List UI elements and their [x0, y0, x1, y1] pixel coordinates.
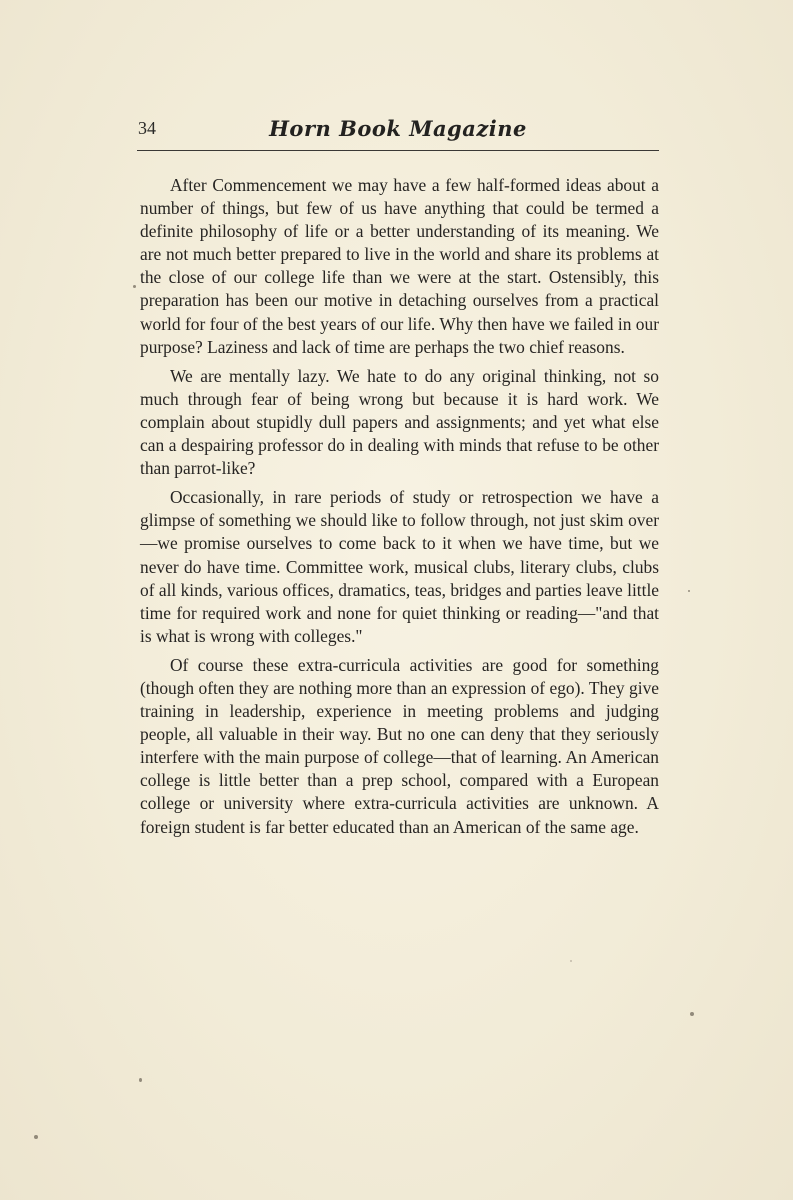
paper-speck — [688, 590, 690, 592]
page-number: 34 — [138, 118, 156, 138]
article-body — [140, 174, 659, 845]
paper-speck — [570, 960, 572, 962]
paragraph: Occasionally, in rare periods of study or retrospection we have a glimpse of something we should like to follow through, not just skim over—we promise ourselves to come back to it when we have time, but we never do have time. Committee work, musical clubs, literary clubs, clubs of all kinds, various offices, dramatics, teas, bridges and parties leave little time for required work and none for quiet thinking or reading—"and that is what is wrong with colleges." — [140, 487, 659, 646]
paper-speck — [139, 1078, 142, 1082]
header-rule — [137, 150, 659, 151]
running-head: Horn Book Magazine — [269, 116, 527, 141]
page-header — [137, 116, 659, 150]
paragraph: After Commencement we may have a few half-formed ideas about a number of things, but few of us have anything that could be termed a definite philosophy of life or a better understanding of its meaning. We are not much better prepared to live in the world and share its problems at the close of our college life than we were at the start. Ostensibly, this preparation has been our motive in detaching ourselves from a practical world for four of the best years of our life. Why then have we failed in our purpose? Laziness and lack of time are perhaps the two chief reasons. — [140, 175, 659, 357]
paragraph: Of course these extra-curricula activities are good for something (though often they are nothing more than an expression of ego). They give training in leadership, experience in meeting problems and judging people, all valuable in their way. But no one can deny that they seriously interfere with the main purpose of college—that of learning. An American college is little better than a prep school, compared with a European college or university where extra-curricula activities are unknown. A foreign student is far better educated than an American of the same age. — [140, 654, 659, 837]
paper-speck — [34, 1135, 38, 1139]
paper-speck — [690, 1012, 694, 1016]
paper-speck — [133, 285, 136, 288]
paragraph: We are mentally lazy. We hate to do any original thinking, not so much through fear of being wrong but because it is hard work. We complain about stupidly dull papers and assignments; and yet what else can a despairing professor do in dealing with minds that refuse to be other than parrot-like? — [140, 365, 659, 479]
